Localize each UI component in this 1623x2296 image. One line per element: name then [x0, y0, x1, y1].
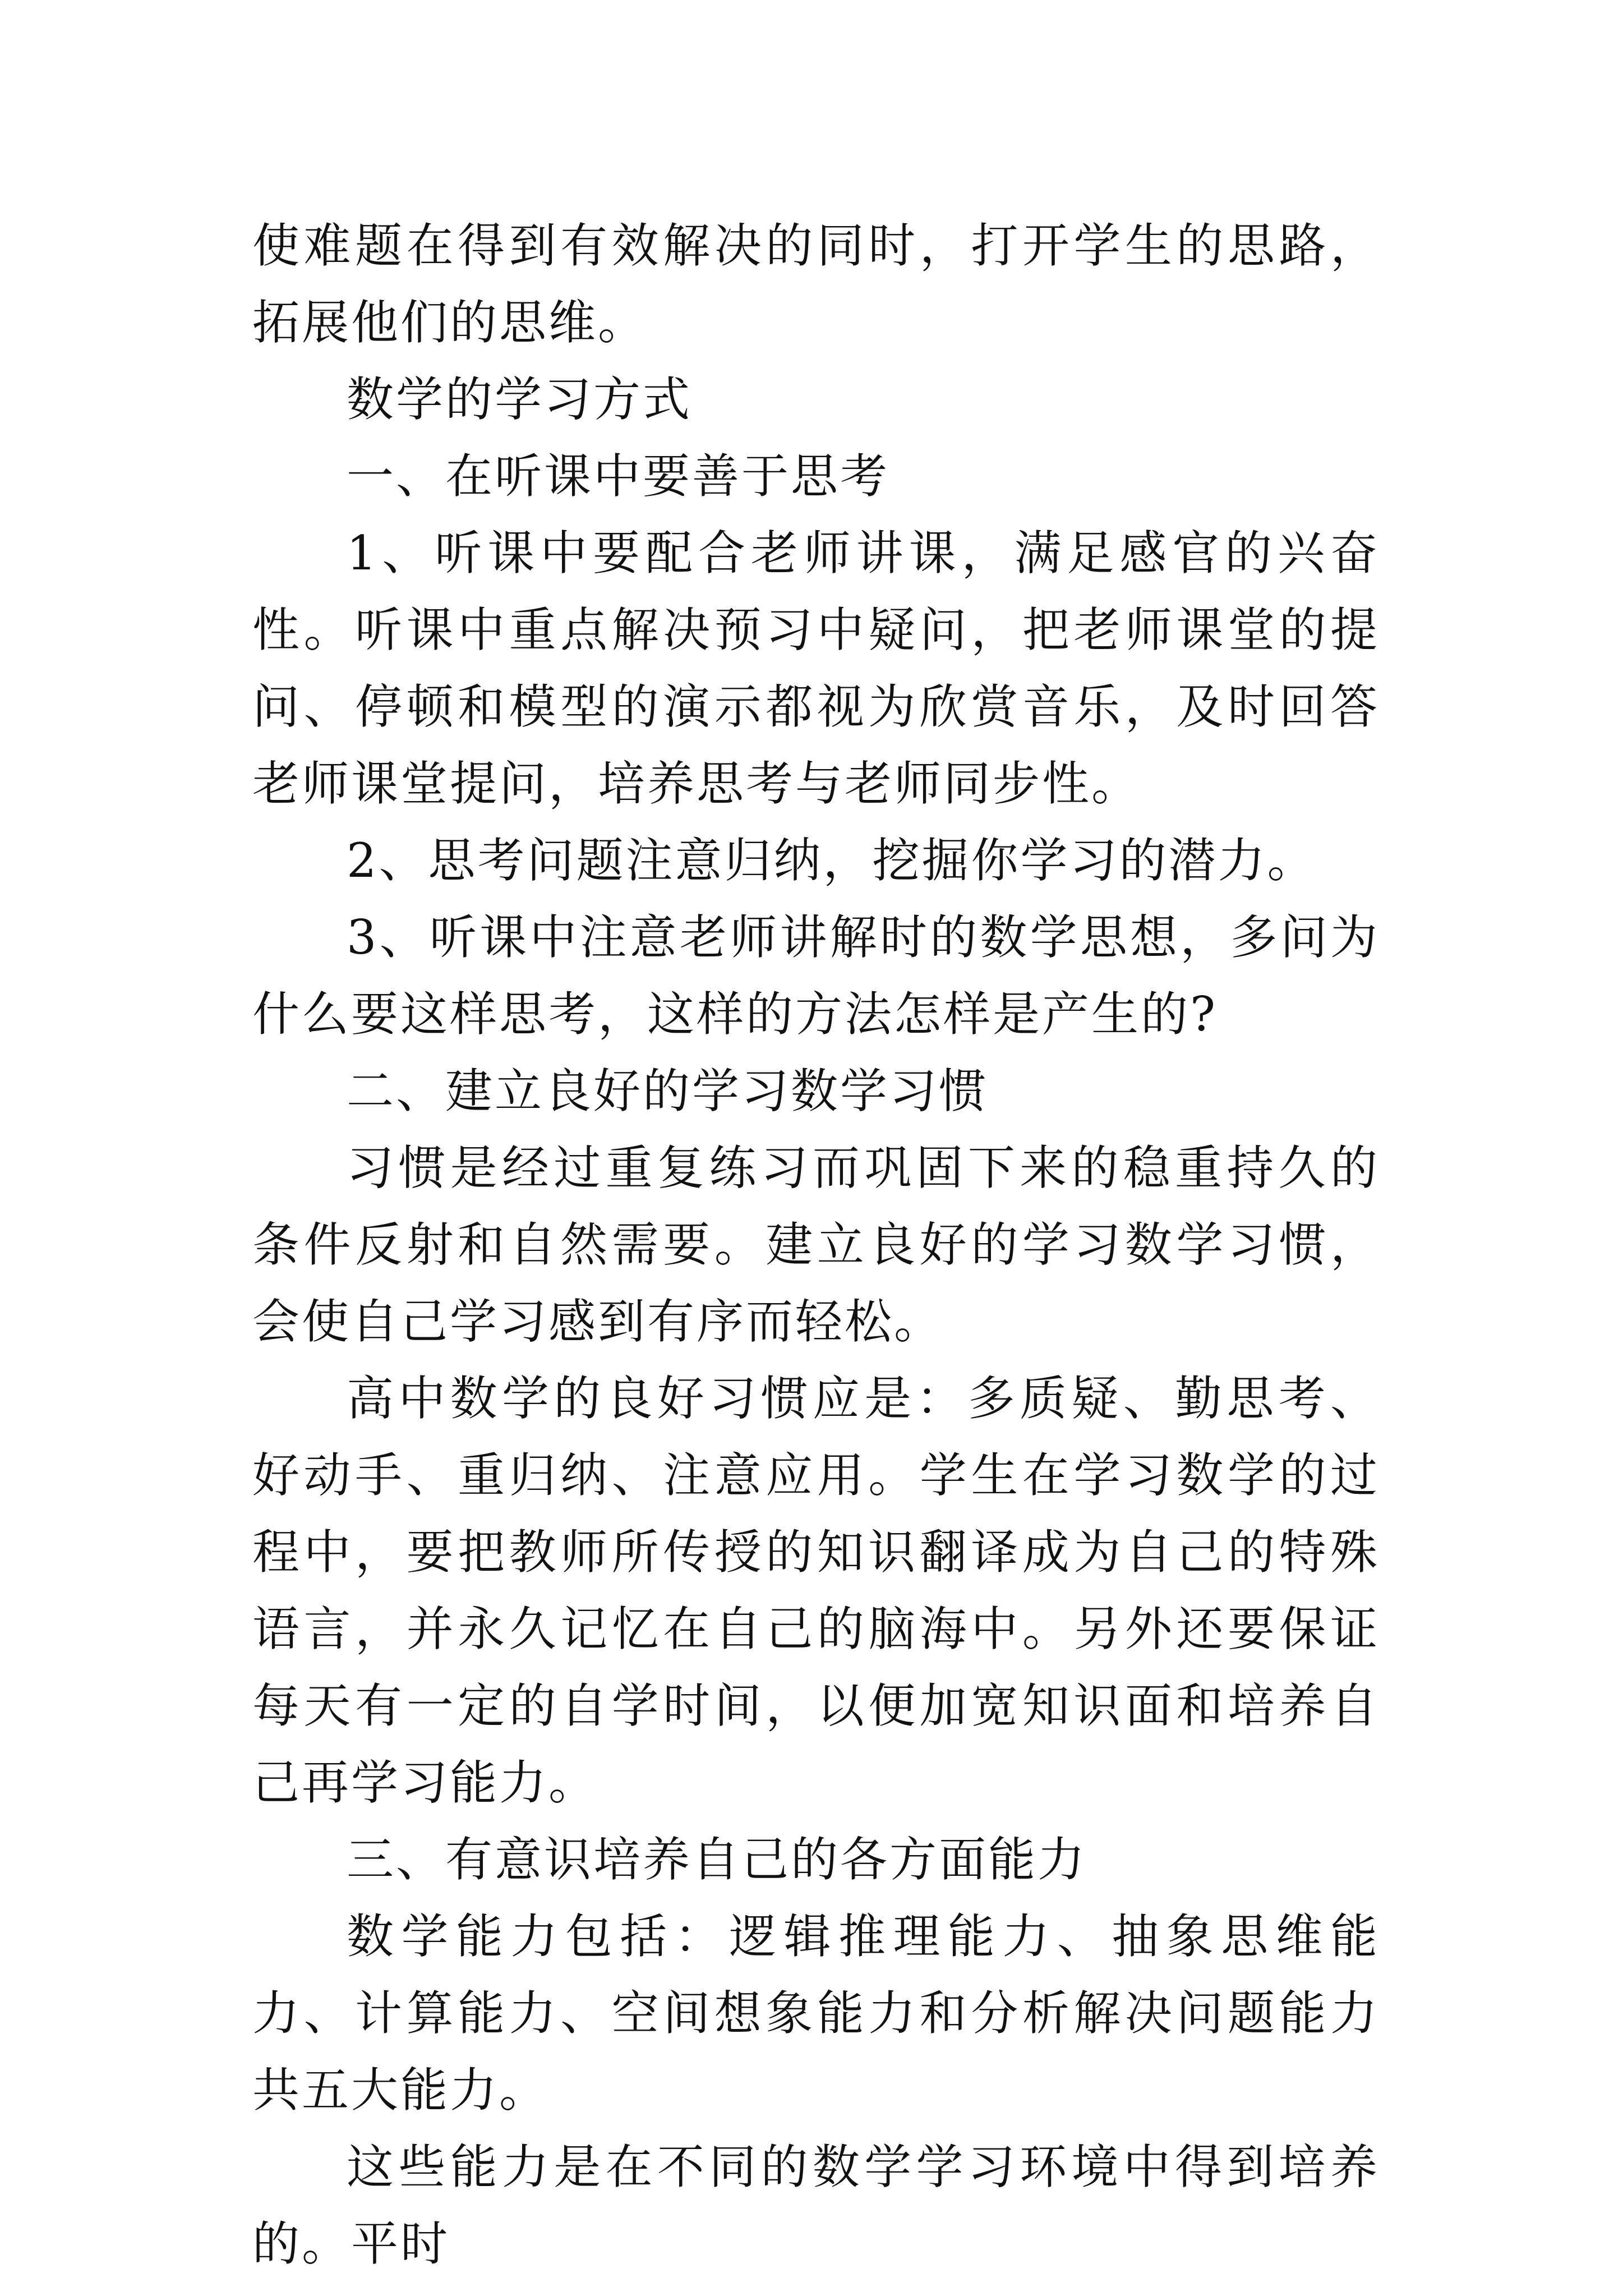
section-heading: 一、在听课中要善于思考: [347, 449, 890, 504]
paragraph: 3、听课中注意老师讲解时的数学思想，多问为什么要这样思考，这样的方法怎样是产生的?: [252, 910, 1380, 1042]
document-body: [252, 208, 1380, 2283]
section-heading: 数学的学习方式: [347, 372, 693, 427]
paragraph: 使难题在得到有效解决的同时，打开学生的思路，拓展他们的思维。: [252, 218, 1380, 350]
paragraph: 习惯是经过重复练习而巩固下来的稳重持久的条件反射和自然需要。建立良好的学习数学习惯，会使自己学习感到有序而轻松。: [252, 1140, 1380, 1349]
paragraph: 数学能力包括：逻辑推理能力、抽象思维能力、计算能力、空间想象能力和分析解决问题能力共五大能力。: [252, 1909, 1380, 2118]
paragraph: 1、听课中要配合老师讲课，满足感官的兴奋性。听课中重点解决预习中疑问，把老师课堂的提问、停顿和模型的演示都视为欣赏音乐，及时回答老师课堂提问，培养思考与老师同步性。: [252, 526, 1380, 811]
section-heading: 三、有意识培养自己的各方面能力: [347, 1832, 1087, 1887]
paragraph: 2、思考问题注意归纳，挖掘你学习的潜力。: [347, 833, 1317, 888]
section-heading: 二、建立良好的学习数学习惯: [347, 1064, 989, 1119]
paragraph: 这些能力是在不同的数学学习环境中得到培养的。平时: [252, 2139, 1380, 2271]
paragraph: 高中数学的良好习惯应是：多质疑、勤思考、好动手、重归纳、注意应用。学生在学习数学的过程中，要把教师所传授的知识翻译成为自己的特殊语言，并永久记忆在自己的脑海中。另外还要保证每天有一定的自学时间，以便加宽知识面和培养自己再学习能力。: [252, 1371, 1380, 1810]
